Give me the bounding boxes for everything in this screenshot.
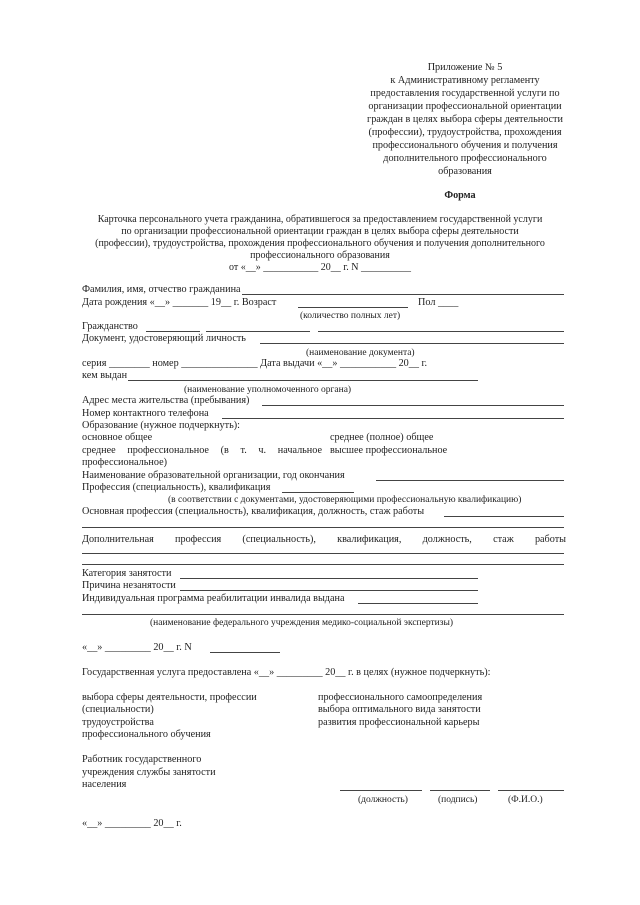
service-option[interactable]: развития профессиональной карьеры [318, 717, 480, 728]
employment-category-label: Категория занятости [82, 568, 172, 579]
name-hint: (Ф.И.О.) [508, 795, 543, 805]
edu-general[interactable]: основное общее [82, 432, 153, 443]
worker-line: населения [82, 779, 127, 790]
ipr-date-line: «__» _________ 20__ г. N [82, 642, 192, 653]
employment-category-field[interactable] [180, 578, 478, 579]
id-doc-label: Документ, удостоверяющий личность [82, 333, 246, 344]
citizenship-field-3[interactable] [318, 331, 564, 332]
unemployment-reason-label: Причина незанятости [82, 580, 176, 591]
edu-secondary-general[interactable]: среднее (полное) общее [330, 432, 434, 443]
institution-field[interactable] [376, 480, 564, 481]
series-line: серия ________ номер _______________ Дата выдачи «__» ___________ 20__ г. [82, 358, 428, 369]
annex-line: предоставления государственной услуги по [370, 88, 560, 99]
card-title-line: по организации профессиональной ориентации граждан в целях выбора сферы деятельности [121, 226, 519, 237]
annex-line: профессионального обучения и получения [372, 140, 558, 151]
id-doc-field[interactable] [260, 343, 564, 344]
phone-field[interactable] [222, 418, 564, 419]
address-field[interactable] [262, 405, 564, 406]
add-profession-field[interactable] [82, 553, 564, 554]
fio-field[interactable] [242, 294, 564, 295]
edu-secondary-prof[interactable]: среднее профессиональное (в т. ч. начальное профессиональное) [82, 445, 322, 468]
service-option[interactable]: трудоустройства [82, 717, 154, 728]
address-label: Адрес места жительства (пребывания) [82, 395, 250, 406]
ipr-hint: (наименование федерального учреждения медико-социальной экспертизы) [150, 618, 454, 628]
issued-by-field[interactable] [128, 380, 478, 381]
main-profession-field[interactable] [444, 516, 564, 517]
citizenship-field-2[interactable] [206, 331, 310, 332]
main-profession-label: Основная профессия (специальность), квалификация, должность, стаж работы [82, 506, 425, 517]
position-hint: (должность) [358, 795, 408, 805]
profession-field[interactable] [282, 492, 354, 493]
issued-by-label: кем выдан [82, 370, 128, 381]
annex-line: к Административному регламенту [390, 75, 540, 86]
ipr-field[interactable] [358, 603, 478, 604]
citizenship-field[interactable] [146, 331, 200, 332]
add-profession-label: Дополнительная профессия (специальность), квалификация, должность, стаж работы [82, 534, 566, 545]
add-profession-field-2[interactable] [82, 564, 564, 565]
sign-hint: (подпись) [438, 795, 478, 805]
form-label: Форма [444, 190, 476, 201]
ipr-label: Индивидуальная программа реабилитации инвалида выдана [82, 593, 345, 604]
service-option[interactable]: (специальности) [82, 704, 154, 715]
sex-label: Пол ____ [418, 297, 459, 308]
profession-label: Профессия (специальность), квалификация [82, 482, 271, 493]
card-title-line: (профессии), трудоустройства, прохождения профессионального обучения и получения дополнительного [95, 238, 545, 249]
phone-label: Номер контактного телефона [82, 408, 209, 419]
card-title-line: Карточка персонального учета гражданина, обратившегося за предоставлением государственной услуги [97, 214, 543, 225]
annex-line: (профессии), трудоустройства, прохождения [368, 127, 562, 138]
edu-higher[interactable]: высшее профессиональное [330, 445, 448, 456]
id-doc-hint: (наименование документа) [306, 348, 415, 358]
citizenship-label: Гражданство [82, 321, 138, 332]
fio-label: Фамилия, имя, отчество гражданина [82, 284, 241, 295]
position-field[interactable] [340, 790, 422, 791]
age-hint: (количество полных лет) [300, 311, 401, 321]
profession-hint: (в соответствии с документами, удостоверяющими профессиональную квалификацию) [168, 495, 522, 505]
service-option[interactable]: выбора сферы деятельности, профессии [82, 692, 257, 703]
issued-by-hint: (наименование уполномоченного органа) [184, 385, 352, 395]
birth-label: Дата рождения «__» _______ 19__ г. Возраст [82, 297, 277, 308]
name-field[interactable] [498, 790, 564, 791]
annex-line: образования [438, 166, 492, 177]
annex-line: граждан в целях выбора сферы деятельности [367, 114, 563, 125]
service-provided-line: Государственная услуга предоставлена «__» _________ 20__ г. в целях (нужное подчеркнуть): [82, 667, 491, 678]
age-field[interactable] [298, 307, 408, 308]
education-label: Образование (нужное подчеркнуть): [82, 420, 240, 431]
card-date-line: от «__» ___________ 20__ г. N __________ [229, 262, 411, 273]
service-option[interactable]: профессионального обучения [82, 729, 211, 740]
service-option[interactable]: профессионального самоопределения [318, 692, 483, 703]
worker-line: Работник государственного [82, 754, 202, 765]
institution-label: Наименование образовательной организации, год окончания [82, 470, 345, 481]
ipr-number-field[interactable] [210, 652, 280, 653]
worker-line: учреждения службы занятости [82, 767, 216, 778]
sign-field[interactable] [430, 790, 490, 791]
unemployment-reason-field[interactable] [180, 590, 478, 591]
main-profession-field-2[interactable] [82, 527, 564, 528]
card-title-line: профессионального образования [250, 250, 390, 261]
signature-date: «__» _________ 20__ г. [82, 818, 182, 829]
annex-line: дополнительного профессионального [383, 153, 547, 164]
annex-line: Приложение № 5 [427, 62, 503, 73]
annex-line: организации профессиональной ориентации [368, 101, 562, 112]
service-option[interactable]: выбора оптимального вида занятости [318, 704, 481, 715]
ipr-field-2[interactable] [82, 614, 564, 615]
